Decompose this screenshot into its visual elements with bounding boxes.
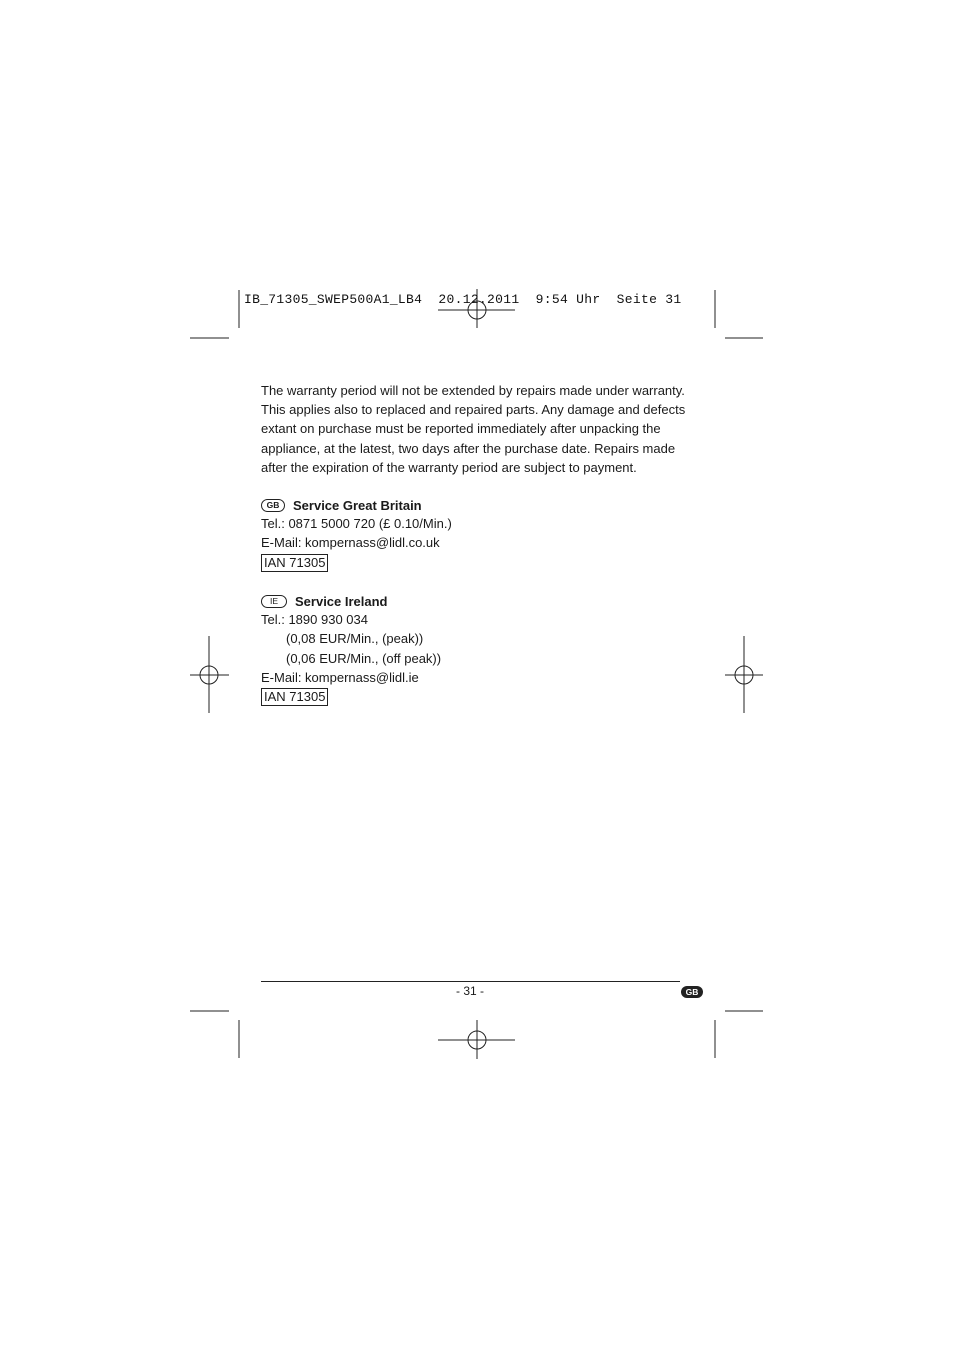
- service-gb-tel: Tel.: 0871 5000 720 (£ 0.10/Min.): [261, 516, 452, 531]
- service-ie-tel: Tel.: 1890 930 034: [261, 612, 368, 627]
- service-gb-heading: [261, 496, 452, 514]
- paragraph-line: appliance, at the latest, two days after the purchase date. Repairs made: [261, 440, 676, 456]
- service-ie-title: Service Ireland: [295, 593, 388, 609]
- page-content: [261, 381, 686, 705]
- service-ie-email: E-Mail: kompernass@lidl.ie: [261, 669, 419, 685]
- paragraph-line: The warranty period will not be extended by repairs made under warranty.: [261, 383, 685, 398]
- footer-rule: [261, 981, 680, 982]
- service-gb-email: E-Mail: kompernass@lidl.co.uk: [261, 535, 440, 551]
- paragraph-line: This applies also to replaced and repaired parts. Any damage and defects: [261, 402, 686, 418]
- service-ie-rate-offpeak: (0,06 EUR/Min., (off peak)): [286, 650, 442, 666]
- gb-country-badge: GB: [261, 499, 285, 512]
- print-slug: IB_71305_SWEP500A1_LB4 20.12.2011 9:54 Uhr Seite 31: [244, 292, 682, 307]
- paragraph-line: extant on purchase must be reported immediately after unpacking the: [261, 421, 661, 437]
- service-gb-title: Service Great Britain: [293, 497, 422, 513]
- service-ie-rate-peak: (0,08 EUR/Min., (peak)): [286, 631, 424, 647]
- service-gb-ian: IAN 71305: [261, 554, 328, 572]
- service-ie-heading: [261, 592, 441, 610]
- service-great-britain: [261, 496, 452, 572]
- service-ie-ian: IAN 71305: [261, 688, 328, 706]
- warranty-paragraph: [261, 381, 686, 477]
- service-ireland: [261, 592, 441, 706]
- page-number: - 31 -: [455, 984, 484, 998]
- paragraph-line: after the expiration of the warranty period are subject to payment.: [261, 459, 637, 475]
- ie-country-badge: IE: [261, 595, 287, 608]
- footer-gb-badge: GB: [681, 986, 703, 998]
